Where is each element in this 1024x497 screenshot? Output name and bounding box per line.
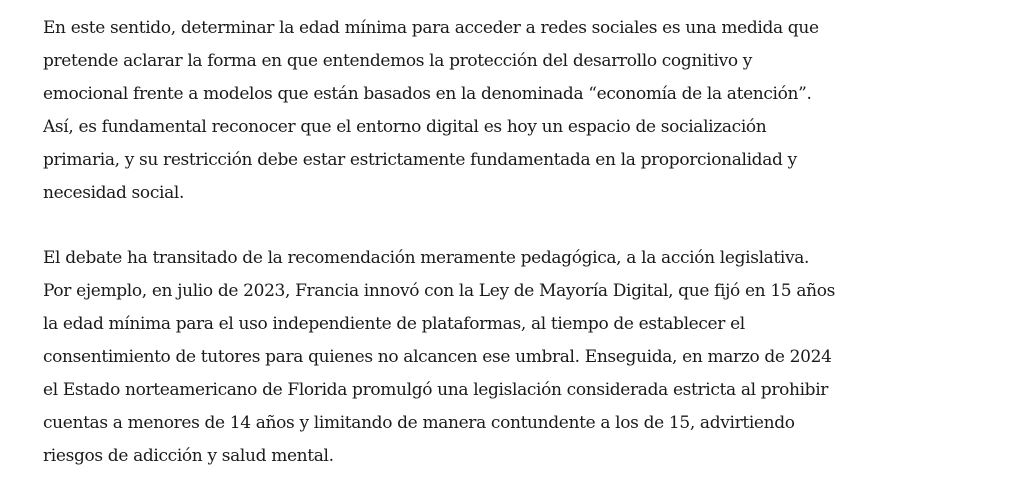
paragraph-2 (43, 242, 1003, 473)
text-line: El debate ha transitado de la recomendación meramente pedagógica, a la acción legislativa. (43, 248, 810, 268)
text-line: la edad mínima para el uso independiente de plataformas, al tiempo de establecer el (43, 314, 745, 334)
text-line: cuentas a menores de 14 años y limitando de manera contundente a los de 15, advirtiendo (43, 413, 795, 433)
article-body (43, 12, 1003, 473)
text-line: consentimiento de tutores para quienes no alcancen ese umbral. Enseguida, en marzo de 2024 (43, 347, 832, 367)
text-line: pretende aclarar la forma en que entendemos la protección del desarrollo cognitivo y (43, 51, 753, 71)
text-line: En este sentido, determinar la edad mínima para acceder a redes sociales es una medida que (43, 18, 819, 38)
text-line: emocional frente a modelos que están basados en la denominada “economía de la atención”. (43, 84, 812, 104)
text-line: Por ejemplo, en julio de 2023, Francia innovó con la Ley de Mayoría Digital, que fijó en 15 años (43, 281, 835, 301)
text-line: necesidad social. (43, 183, 184, 203)
text-line: riesgos de adicción y salud mental. (43, 446, 334, 466)
text-line: primaria, y su restricción debe estar estrictamente fundamentada en la proporcionalidad y (43, 150, 797, 170)
paragraph-spacer (43, 210, 1003, 242)
paragraph-1 (43, 12, 1003, 210)
text-line: el Estado norteamericano de Florida promulgó una legislación considerada estricta al prohibir (43, 380, 829, 400)
text-line: Así, es fundamental reconocer que el entorno digital es hoy un espacio de socialización (43, 117, 767, 137)
